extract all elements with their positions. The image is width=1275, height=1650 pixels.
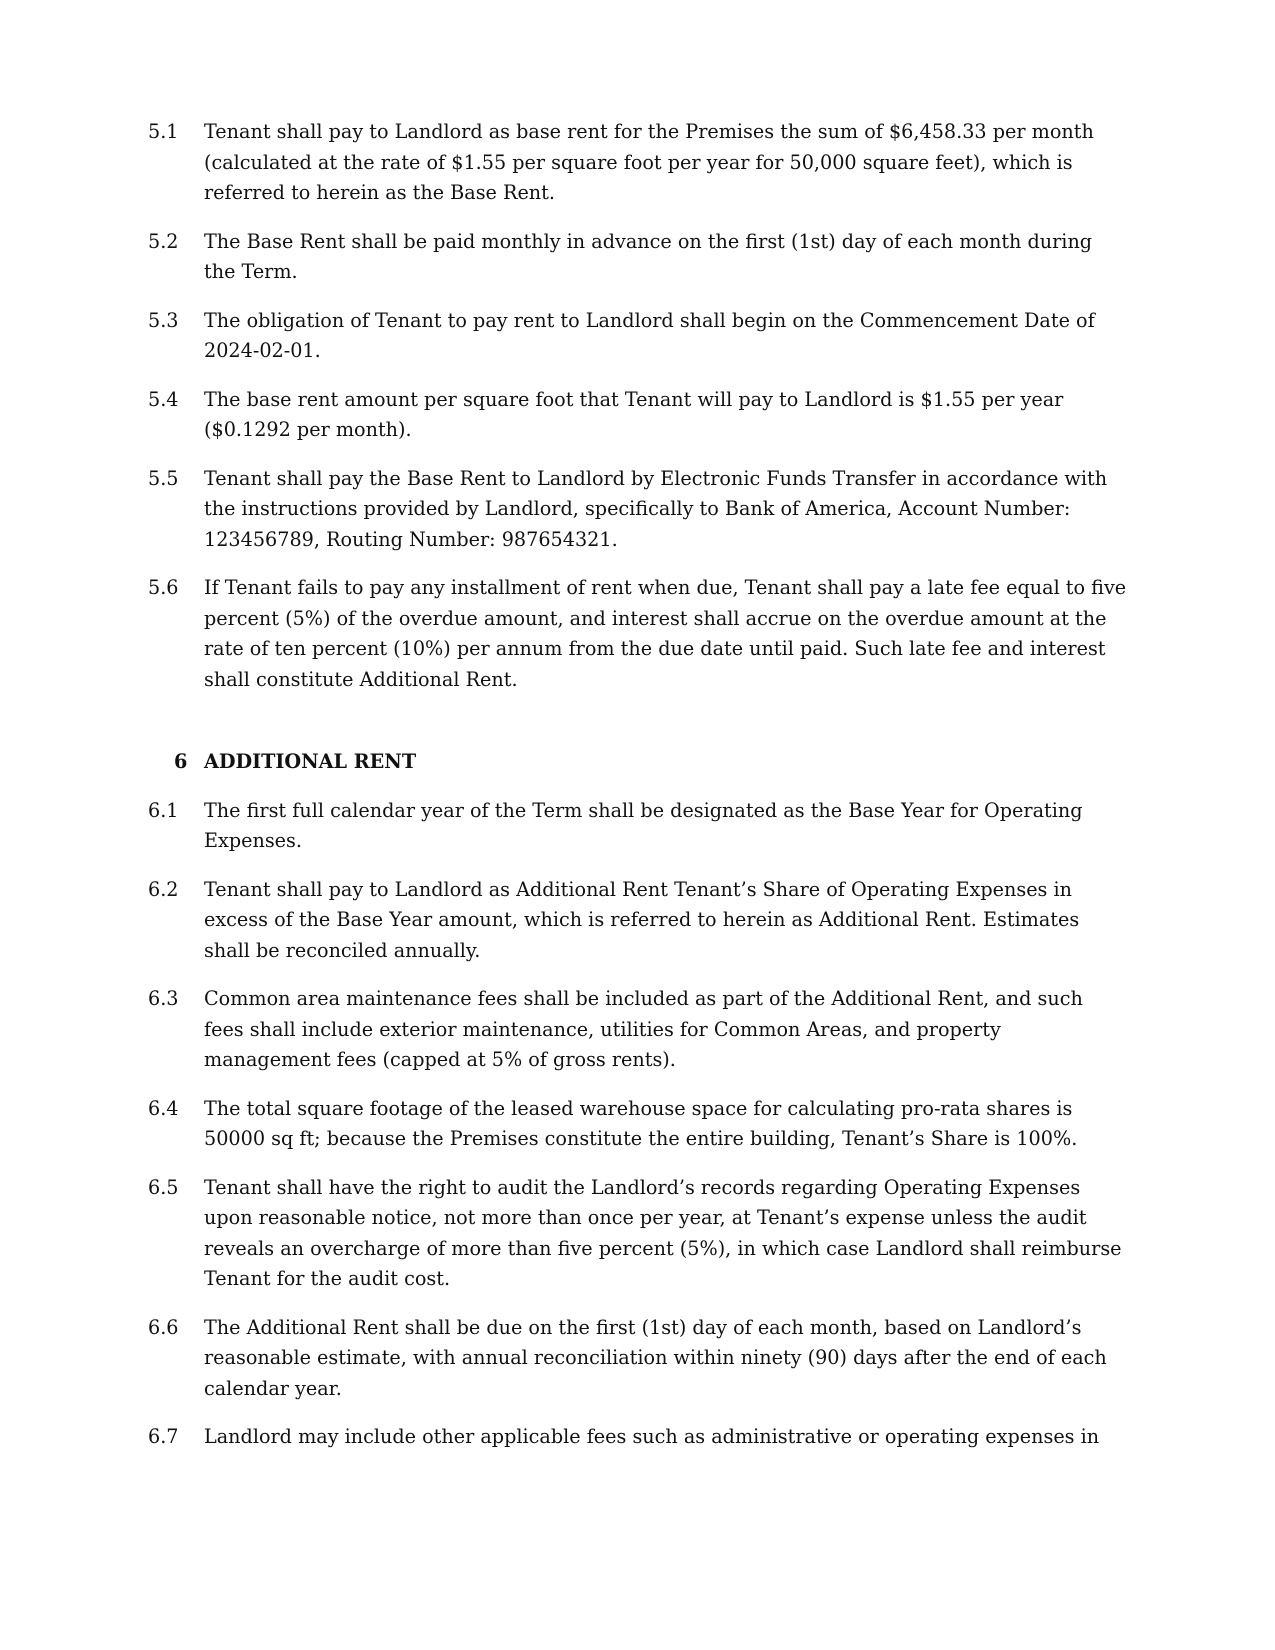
clause-text: Landlord may include other applicable fees such as administrative or operating expenses in — [204, 1425, 1100, 1448]
clause-5-6 — [148, 573, 1128, 695]
section-number: 6 — [174, 750, 188, 773]
clause-number: 6.7 — [148, 1425, 179, 1448]
clause-6-6 — [148, 1313, 1128, 1405]
clause-text: Tenant shall pay the Base Rent to Landlord by Electronic Funds Transfer in accordance with the instructions provided by Landlord, specifically to Bank of America, Account Number: 123456789, Routing Number: 987654321. — [204, 466, 1108, 551]
clause-number: 6.6 — [148, 1315, 179, 1339]
clause-text: Common area maintenance fees shall be included as part of the Additional Rent, and such fees shall include exterior maintenance, utilities for Common Areas, and property management fees (capped at 5% of gross rents). — [204, 987, 1083, 1071]
clause-text: Tenant shall pay to Landlord as Additional Rent Tenant’s Share of Operating Expenses in excess of the Base Year amount, which is referred to herein as Additional Rent. Estimates shall be reconciled annually. — [204, 877, 1080, 962]
clause-5-1 — [148, 117, 1128, 209]
clause-6-2 — [148, 875, 1128, 967]
clause-number: 5.5 — [148, 466, 179, 490]
clause-number: 5.2 — [148, 229, 179, 253]
clause-6-7 — [148, 1422, 1128, 1453]
clause-text: The Base Rent shall be paid monthly in advance on the first (1st) day of each month during the Term. — [204, 229, 1093, 283]
clause-5-3 — [148, 306, 1128, 367]
clause-number: 5.3 — [148, 308, 179, 332]
clause-number: 5.6 — [148, 576, 179, 599]
clause-text: The Additional Rent shall be due on the first (1st) day of each month, based on Landlord’s reasonable estimate, with annual reconciliation within ninety (90) days after the end of each calendar year. — [204, 1315, 1107, 1400]
clause-text: Tenant shall pay to Landlord as base rent for the Premises the sum of $6,458.33 per month (calculated at the rate of $1.55 per square foot per year for 50,000 square feet), which is referred to herein as the Base Rent. — [204, 120, 1094, 204]
clause-5-5 — [148, 464, 1128, 556]
section-title: ADDITIONAL RENT — [204, 750, 417, 773]
clause-6-1 — [148, 796, 1128, 857]
clause-number: 6.5 — [148, 1175, 179, 1199]
clause-5-4 — [148, 385, 1128, 446]
clause-6-5 — [148, 1173, 1128, 1295]
clause-number: 5.4 — [148, 387, 179, 411]
clause-text: The base rent amount per square foot that Tenant will pay to Landlord is $1.55 per year ($0.1292 per month). — [204, 387, 1064, 441]
clause-text: The total square footage of the leased warehouse space for calculating pro-rata shares is 50000 sq ft; because the Premises constitute the entire building, Tenant’s Share is 100%. — [204, 1096, 1078, 1150]
clause-number: 6.3 — [148, 987, 179, 1010]
clause-5-2 — [148, 227, 1128, 288]
clause-number: 5.1 — [148, 120, 179, 143]
clause-6-4 — [148, 1094, 1128, 1155]
clause-number: 6.4 — [148, 1096, 179, 1120]
document-body — [148, 117, 1128, 1471]
clause-text: The first full calendar year of the Term shall be designated as the Base Year for Operating Expenses. — [204, 798, 1083, 852]
clause-text: If Tenant fails to pay any installment of rent when due, Tenant shall pay a late fee equal to five percent (5%) of the overdue amount, and interest shall accrue on the overdue amount at the rate of ten percent (10%) per annum from the due date until paid. Such late fee and interest shall constitute Additional Rent. — [204, 576, 1127, 691]
clause-6-3 — [148, 984, 1128, 1076]
clause-number: 6.1 — [148, 798, 179, 822]
clause-number: 6.2 — [148, 877, 179, 901]
section-heading — [148, 747, 1128, 778]
clause-text: The obligation of Tenant to pay rent to Landlord shall begin on the Commencement Date of 2024-02-01. — [204, 308, 1095, 362]
clause-text: Tenant shall have the right to audit the Landlord’s records regarding Operating Expenses upon reasonable notice, not more than once per year, at Tenant’s expense unless the audit reveals an overcharge of more than five percent (5%), in which case Landlord shall reimburse Tenant for the audit cost. — [204, 1175, 1122, 1290]
